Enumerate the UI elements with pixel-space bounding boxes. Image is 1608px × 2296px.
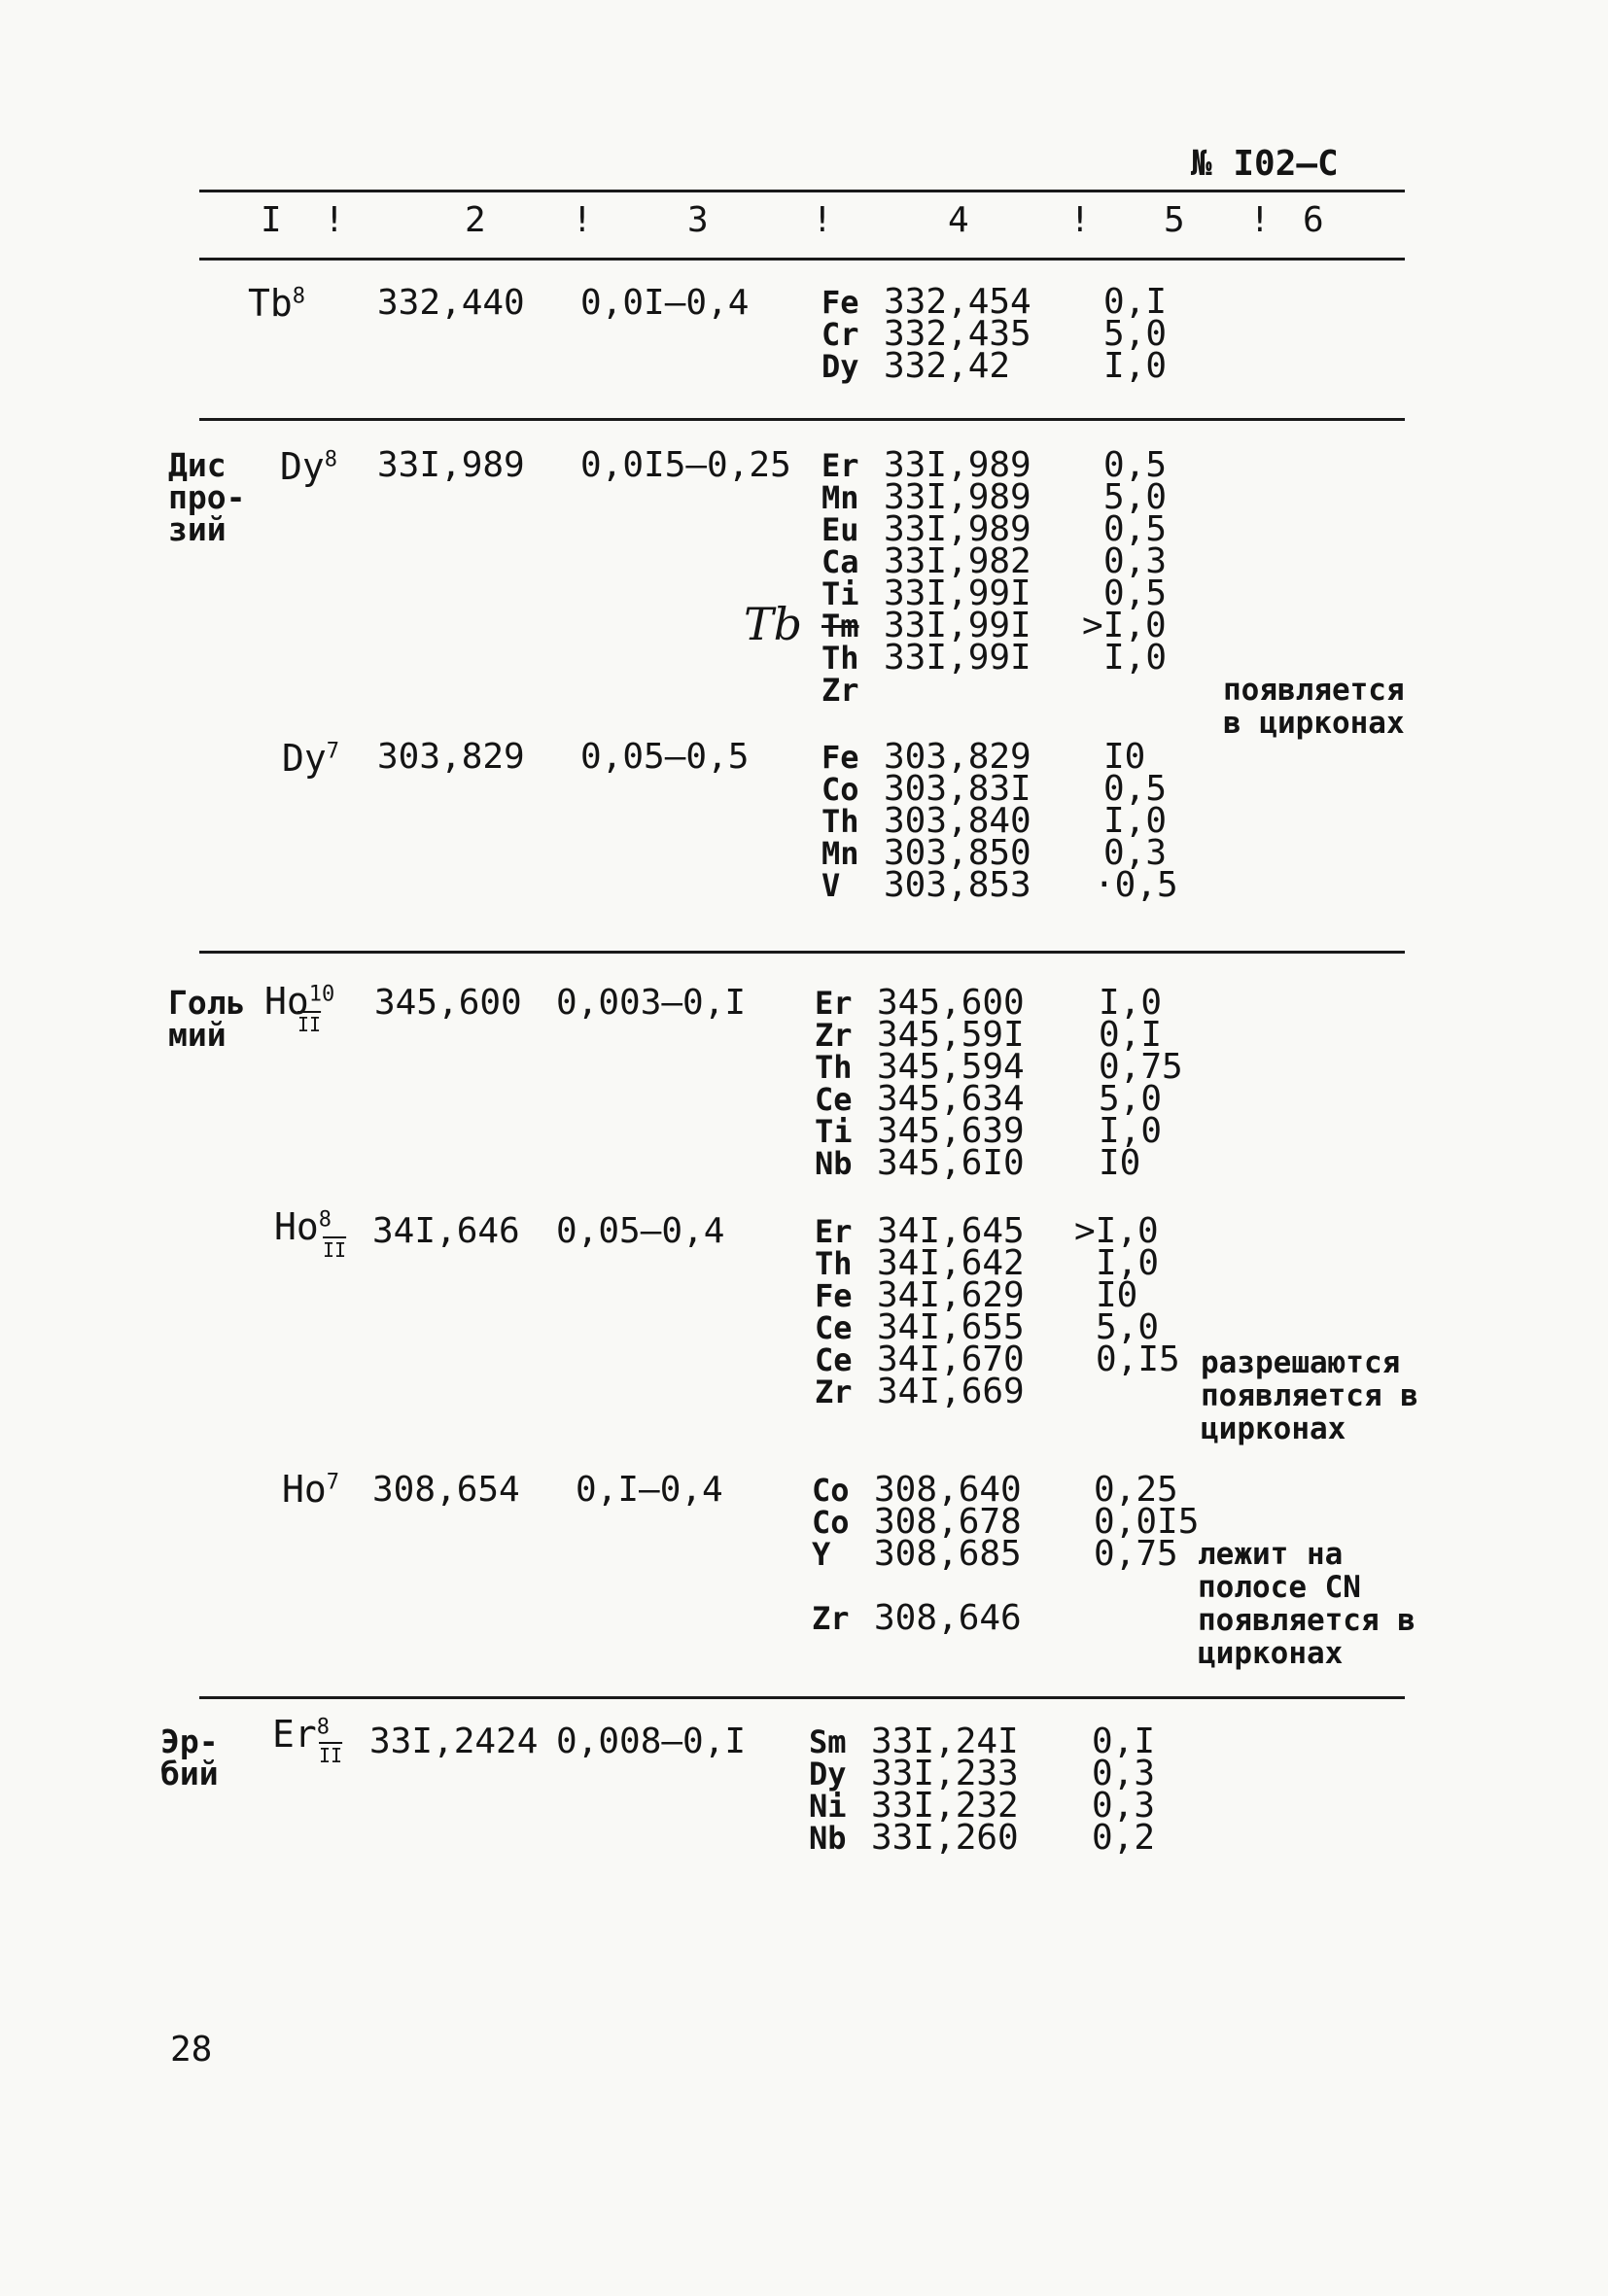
section-rule-dysprosium	[199, 418, 1405, 421]
ratio-list	[1074, 1211, 1180, 1379]
interfering-element: Th	[815, 1245, 853, 1282]
column-header-sep: !	[572, 200, 593, 240]
line-symbol-text: Ho	[282, 1468, 327, 1511]
interfering-wavelength: 33I,982	[884, 541, 1031, 581]
interfering-element: Eu	[821, 511, 859, 548]
interfering-element: Ni	[809, 1788, 847, 1825]
line-symbol	[248, 282, 305, 325]
ratio-value: 5,0	[1096, 1307, 1160, 1347]
ratio-list	[1099, 983, 1183, 1183]
ratio-value: I,0	[1096, 1243, 1160, 1283]
interference-list	[815, 983, 1025, 1183]
interfering-wavelength: 332,454	[884, 282, 1031, 322]
interfering-wavelength: 345,634	[877, 1079, 1025, 1119]
note-line: появляется в	[1201, 1378, 1418, 1413]
document-number: № I02–C	[1191, 144, 1339, 184]
line-symbol-text: Dy	[282, 737, 327, 780]
handwritten-annotation: Tb	[744, 598, 803, 650]
interfering-wavelength: 345,600	[877, 983, 1025, 1023]
line-symbol-text: Dy	[280, 445, 325, 488]
ratio-list	[1094, 737, 1178, 905]
interfering-element: Co	[812, 1504, 850, 1541]
interfering-wavelength: 33I,99I	[884, 606, 1031, 645]
interference-list	[821, 282, 1031, 386]
column-header-5: 5	[1164, 200, 1185, 240]
interfering-wavelength: 34I,645	[877, 1211, 1025, 1251]
interfering-element: Ti	[815, 1113, 853, 1150]
interfering-wavelength: 33I,99I	[884, 574, 1031, 613]
row-notes	[1201, 1346, 1418, 1445]
ratio-value: 5,0	[1099, 1079, 1163, 1119]
ratio-value: I0	[1103, 737, 1146, 777]
note-line: лежит на	[1198, 1537, 1344, 1572]
ionization-stage: $\overline{II}$	[323, 1238, 347, 1262]
interfering-element: Mn	[821, 479, 859, 516]
interfering-wavelength: 308,678	[874, 1502, 1022, 1542]
element-name: Эр- бий	[160, 1722, 219, 1792]
interfering-wavelength: 303,83I	[884, 769, 1031, 809]
ratio-value: ·0,5	[1094, 865, 1178, 905]
column-header-sep: !	[1069, 200, 1091, 240]
ratio-value: 0,5	[1103, 509, 1168, 549]
line-symbol-text: Ho	[264, 980, 309, 1023]
ratio-value: 0,I	[1092, 1722, 1156, 1761]
interfering-element: Co	[812, 1472, 850, 1509]
concentration-range: 0,003–0,I	[556, 983, 747, 1023]
concentration-range: 0,0I–0,4	[580, 283, 750, 323]
wavelength: 33I,2424	[369, 1722, 539, 1761]
ratio-value: >I,0	[1082, 606, 1167, 645]
interference-list	[809, 1722, 1019, 1858]
list-item	[809, 1818, 1019, 1858]
list-item	[821, 638, 1031, 678]
interfering-wavelength: 33I,989	[884, 445, 1031, 485]
column-header-1: I	[261, 200, 282, 240]
interfering-element: Y	[812, 1536, 831, 1573]
ratio-value: I,0	[1103, 346, 1168, 386]
interference-list	[815, 1211, 1025, 1411]
line-symbol	[282, 1468, 339, 1511]
line-superscript: 8	[324, 447, 338, 472]
interfering-wavelength: 303,850	[884, 833, 1031, 873]
page-number: 28	[170, 2030, 213, 2070]
interfering-element: Th	[815, 1049, 853, 1086]
header-bottom-rule	[199, 258, 1405, 261]
wavelength: 33I,989	[377, 445, 525, 485]
interfering-element: Er	[815, 1213, 853, 1250]
ratio-value: 0,I5	[1096, 1339, 1180, 1379]
interfering-wavelength: 34I,655	[877, 1307, 1025, 1347]
header-top-rule	[199, 190, 1405, 192]
wavelength: 34I,646	[372, 1211, 520, 1251]
ratio-value: 0,2	[1092, 1818, 1156, 1858]
ratio-value: 0,5	[1103, 769, 1168, 809]
line-superscript: 8	[292, 284, 306, 309]
interfering-wavelength: 33I,24I	[871, 1722, 1019, 1761]
ratio-value: I0	[1096, 1275, 1138, 1315]
interfering-wavelength: 33I,99I	[884, 638, 1031, 678]
wavelength: 345,600	[374, 983, 522, 1023]
ionization-stage: $\overline{II}$	[297, 1013, 322, 1036]
interfering-wavelength: 345,59I	[877, 1015, 1025, 1055]
interfering-wavelength: 34I,670	[877, 1339, 1025, 1379]
interfering-element: Ce	[815, 1081, 853, 1118]
interfering-element: Fe	[821, 284, 859, 321]
section-rule-erbium	[199, 1696, 1405, 1699]
ratio-value: 0,3	[1103, 541, 1168, 581]
ratio-value: 0,3	[1092, 1754, 1156, 1793]
concentration-range: 0,05–0,5	[580, 737, 750, 777]
interference-list	[821, 737, 1031, 905]
interfering-wavelength: 345,594	[877, 1047, 1025, 1087]
row-notes	[1223, 674, 1405, 740]
interfering-element: Dy	[809, 1756, 847, 1792]
column-header-2: 2	[465, 200, 486, 240]
list-item	[812, 1534, 1022, 1574]
line-superscript: 10	[308, 982, 335, 1007]
interfering-element: Zr	[821, 672, 859, 709]
list-item	[815, 1143, 1025, 1183]
line-symbol-text: Ho	[274, 1205, 319, 1248]
line-symbol-text: Er	[272, 1713, 317, 1756]
ratio-value: I,0	[1103, 801, 1168, 841]
note-line: появляется в	[1198, 1603, 1416, 1638]
column-header-sep: !	[324, 200, 345, 240]
list-item	[812, 1598, 1022, 1638]
ratio-value: I,0	[1099, 1111, 1163, 1151]
ratio-value: I,0	[1103, 638, 1168, 678]
wavelength: 332,440	[377, 283, 525, 323]
column-header-6: 6	[1303, 200, 1324, 240]
note-line: появляется	[1223, 673, 1405, 708]
interfering-wavelength: 33I,989	[884, 509, 1031, 549]
ratio-value: >I,0	[1074, 1211, 1159, 1251]
interfering-element: Fe	[815, 1277, 853, 1314]
note-line: разрешаются	[1201, 1345, 1401, 1380]
ratio-value: I,0	[1099, 983, 1163, 1023]
line-symbol	[282, 737, 339, 780]
interfering-element: Nb	[815, 1145, 853, 1182]
concentration-range: 0,0I5–0,25	[580, 445, 791, 485]
interfering-element: Zr	[812, 1600, 850, 1637]
note-line: цирконах	[1201, 1411, 1346, 1446]
note-line: цирконах	[1198, 1636, 1344, 1671]
ratio-value: I0	[1099, 1143, 1141, 1183]
line-superscript: 8	[316, 1715, 331, 1740]
interfering-wavelength: 34I,629	[877, 1275, 1025, 1315]
interfering-wavelength: 308,685	[874, 1534, 1022, 1574]
column-header-4: 4	[948, 200, 969, 240]
line-symbol	[280, 445, 337, 488]
ratio-list	[1092, 1722, 1156, 1858]
interfering-wavelength: 345,6I0	[877, 1143, 1025, 1183]
line-superscript: 8	[318, 1207, 332, 1233]
column-header-sep: !	[812, 200, 833, 240]
interfering-element: Th	[821, 640, 859, 677]
interfering-wavelength: 33I,260	[871, 1818, 1019, 1858]
concentration-range: 0,008–0,I	[556, 1722, 747, 1761]
interfering-element: Nb	[809, 1820, 847, 1857]
interfering-wavelength: 345,639	[877, 1111, 1025, 1151]
ratio-value: 0,3	[1103, 833, 1168, 873]
interfering-element: Zr	[815, 1017, 853, 1054]
interfering-wavelength: 34I,642	[877, 1243, 1025, 1283]
interfering-wavelength: 33I,233	[871, 1754, 1019, 1793]
interfering-element: Tm	[821, 608, 859, 644]
interfering-wavelength: 308,640	[874, 1470, 1022, 1510]
ratio-value: 0,I	[1099, 1015, 1163, 1055]
column-header-sep: !	[1249, 200, 1271, 240]
interfering-element: Fe	[821, 739, 859, 776]
line-superscript: 7	[326, 1470, 340, 1495]
interfering-element: Ce	[815, 1309, 853, 1346]
interfering-element: Th	[821, 803, 859, 840]
ratio-value: 0,5	[1103, 574, 1168, 613]
interfering-element: Mn	[821, 835, 859, 872]
line-symbol	[272, 1713, 342, 1767]
concentration-range: 0,05–0,4	[556, 1211, 725, 1251]
wavelength: 303,829	[377, 737, 525, 777]
ratio-list	[1082, 445, 1168, 678]
line-symbol	[274, 1205, 346, 1262]
ratio-value: 0,75	[1099, 1047, 1183, 1087]
note-line: в цирконах	[1223, 706, 1405, 741]
interfering-wavelength: 332,435	[884, 314, 1031, 354]
ratio-value: 0,3	[1092, 1786, 1156, 1826]
interference-list	[821, 445, 1031, 709]
element-name: Дис про- зий	[168, 446, 246, 548]
ratio-value: 0,5	[1103, 445, 1168, 485]
list-item	[815, 1372, 1025, 1411]
list-item	[821, 672, 1031, 709]
ratio-list	[1094, 1470, 1200, 1574]
list-item	[821, 865, 1031, 905]
element-name: Голь мий	[168, 984, 246, 1054]
interfering-element: Sm	[809, 1723, 847, 1760]
line-superscript: 7	[326, 739, 340, 764]
interfering-wavelength: 303,829	[884, 737, 1031, 777]
list-item	[821, 346, 1031, 386]
interfering-wavelength: 34I,669	[877, 1372, 1025, 1411]
ratio-value: 0,25	[1094, 1470, 1178, 1510]
row-notes	[1198, 1538, 1416, 1670]
wavelength: 308,654	[372, 1470, 520, 1510]
interfering-wavelength: 303,853	[884, 865, 1031, 905]
interfering-wavelength: 308,646	[874, 1598, 1022, 1638]
ratio-list	[1103, 282, 1168, 386]
interfering-element: Co	[821, 771, 859, 808]
column-header-3: 3	[687, 200, 709, 240]
interfering-wavelength: 33I,989	[884, 477, 1031, 517]
concentration-range: 0,I–0,4	[576, 1470, 723, 1510]
interfering-element: V	[821, 867, 841, 904]
interfering-element: Ca	[821, 543, 859, 580]
ratio-value: 5,0	[1103, 314, 1168, 354]
interfering-wavelength: 303,840	[884, 801, 1031, 841]
ratio-value: 0,I	[1103, 282, 1168, 322]
section-rule-holmium	[199, 951, 1405, 954]
ratio-value: 0,0I5	[1094, 1502, 1200, 1542]
interfering-element: Er	[821, 447, 859, 484]
interfering-element: Ti	[821, 575, 859, 612]
interference-list	[812, 1470, 1022, 1638]
interfering-element: Zr	[815, 1374, 853, 1410]
line-symbol	[264, 980, 334, 1036]
ionization-stage: $\overline{II}$	[319, 1744, 343, 1767]
interfering-element: Cr	[821, 316, 859, 353]
ratio-value: 0,75	[1094, 1534, 1178, 1574]
line-symbol-text: Tb	[248, 282, 293, 325]
interfering-element: Er	[815, 985, 853, 1022]
interfering-element: Ce	[815, 1341, 853, 1378]
ratio-value: 5,0	[1103, 477, 1168, 517]
interfering-element: Dy	[821, 348, 859, 385]
interfering-wavelength: 332,42	[884, 346, 1011, 386]
interfering-wavelength: 33I,232	[871, 1786, 1019, 1826]
note-line: полосе CN	[1198, 1570, 1361, 1605]
